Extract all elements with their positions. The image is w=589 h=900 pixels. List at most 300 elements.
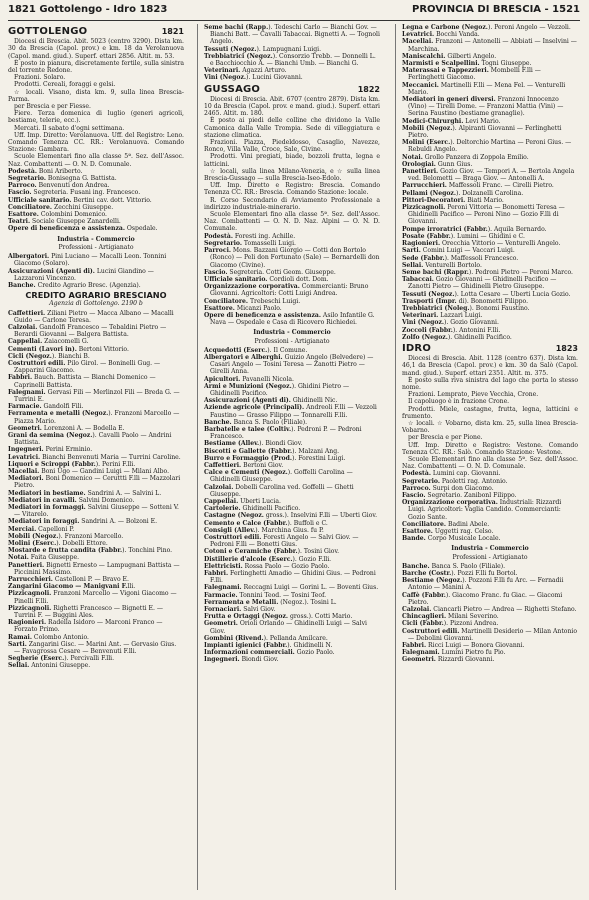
entry-label: Farmacie. xyxy=(204,591,238,599)
entry-label: Cicli (Negoz. xyxy=(8,352,52,360)
list-item: Chincaglieri. Milani Severino. xyxy=(402,613,499,621)
entry-label: Orologiai. xyxy=(402,160,436,168)
list-item: Notai. Faita Giuseppe. xyxy=(8,554,80,562)
entry-label: Pizzicagnoli. xyxy=(8,604,52,612)
officials-list xyxy=(8,168,184,233)
entry-label: Impianti igienici (Fabbr. xyxy=(204,642,288,650)
entry-label: Caffè (Fabbr. xyxy=(402,591,446,599)
list-item: Mediatori in bestiame. Sandrini A. — Salvini L. xyxy=(8,489,162,497)
entry-label: Marmisti e Scalpellini. xyxy=(402,60,480,68)
entry-label: Seme bachi (Rappr. xyxy=(402,268,469,276)
intro-paragraph: Diocesi di Brescia. Abit. 1128 (centro 637). Dista km. 46,1 da Brescia (Capol. prov.) e km. 30 da Salò (Capol. mand. giud.). Superf. ettari 2351. Altit. m. 375. xyxy=(402,355,578,377)
entry-label: Falegnami. xyxy=(402,649,440,657)
list-item: Banche. Credito Agrario Bresc. (Agenzia). xyxy=(8,281,141,289)
section-title: Industria - Commercio xyxy=(57,235,135,243)
list-item: Mediatori. Boni Domenico — Ceruttti F.lli — Mazzolari Pietro. xyxy=(8,475,181,490)
business-list xyxy=(8,253,184,289)
list-item: Cappellai. Uberti Lucia. xyxy=(204,498,281,505)
list-item: Esattore. Colombini Domenico. xyxy=(8,211,107,219)
entry-label: Notai. xyxy=(402,153,423,161)
entry-label: Levatrici. xyxy=(8,453,41,461)
entry-label: Materassai e Tappezzieri. xyxy=(402,67,489,75)
list-item: Opere di beneficenza e assistenza. Ospedale. xyxy=(8,225,158,233)
entry-label: Falegnami. xyxy=(8,388,46,396)
entry-label: Parroco. xyxy=(402,484,431,492)
intro-paragraph: Fiere. Terza domenica di luglio (generi agricoli, bestiame, telerie, ecc.). xyxy=(8,110,184,125)
entry-label: Pittori-Decoratori. xyxy=(402,196,466,204)
list-item: Farmacie. Gandolfi Fili. xyxy=(8,403,84,411)
list-item: Materassai e Tappezzieri. Mombelli F.lli — Ferlinghetti Giacomo. xyxy=(402,67,541,82)
list-item: Posate (Fabbr.). Lumini — Ghidini e C. xyxy=(402,232,525,240)
entry-label: Banche. xyxy=(402,562,430,570)
list-item: Farmacie. Tonnini Teod. — Tosini Teof. xyxy=(204,591,327,599)
list-item: Conciliatore. Trebeschi Luigi. xyxy=(204,297,301,305)
entry-label: Zolfo (Negoz. xyxy=(402,333,448,341)
entry-label: Tessuti (Negoz. xyxy=(402,290,455,298)
entry-label: Segherie (Eserc. xyxy=(8,655,65,663)
entry-label: Sellai. xyxy=(402,261,424,269)
entry-label: Parrucchieri. xyxy=(402,182,447,190)
entry-label: Ufficiale sanitario. xyxy=(8,196,72,204)
entry-label: Cicli (Fabbr. xyxy=(402,620,444,628)
list-item: Trasporti (Impr. di). Bonometti Filippo. xyxy=(402,297,529,305)
intro-paragraph: ☆ locali. Visano, dista km. 9, sulla linea Brescia-Parma. xyxy=(8,88,184,103)
list-item: Biscotti e Gallette (Fabbr.). Malzani Ang. xyxy=(204,447,340,455)
entry-label: Opere di beneficenza e assistenza. xyxy=(8,225,125,233)
list-item: Cicli (Fabbr.). Pizzoni Andrea. xyxy=(402,620,499,628)
list-item: Esattore. Uggetti rag. Celso. xyxy=(402,528,494,536)
list-item: Zoccoli (Fabbr.). Antonini F.lli. xyxy=(402,326,501,334)
list-item: Sellai. Antonini Giuseppe. xyxy=(8,662,91,670)
entry-label: Conciliatore. xyxy=(204,297,249,305)
intro-paragraph: È posto sulla riva sinistra del lago che porta lo stesso nome. xyxy=(402,376,578,391)
intro-paragraph: ☆ locali, sulla linea Milano-Venezia, e ☆ sulla linea Brescia-Gussago — sulla Brescia-Iseo-Edolo. xyxy=(204,167,380,183)
entry-label: Ingegneri. xyxy=(204,656,240,664)
entry-label: Legna e Carbone (Negoz. xyxy=(402,24,488,31)
entry-label: Albergatori e Alberghi. xyxy=(204,353,283,361)
list-item: Fabbri. Bauch. Battista — Bianchi Domenico — Caprinelli Battista. xyxy=(8,374,156,389)
header-rule xyxy=(8,20,580,21)
entry-label: Veterinari. xyxy=(402,312,439,320)
entry-label: Tabaccai. xyxy=(402,276,434,284)
entry-label: Medici-Chirurghi. xyxy=(402,117,464,125)
entry-label: Fabbri. xyxy=(402,642,427,650)
entry-label: Barbatelle e talee (Coltiv. xyxy=(204,425,292,433)
section-subtitle: Professioni - Artigianato xyxy=(58,243,134,251)
entry-label: Maniscalchi. xyxy=(402,52,446,60)
entry-label: Aziende agricole (Principali). xyxy=(204,404,305,412)
entry-label: Trebbiatrici (Negoz. xyxy=(204,52,273,60)
intro-paragraph: Scuole Elementari fino alla classe 5ª. Sez. dell'Assoc. Naz. Combattenti — O. N. D. Comunale. xyxy=(8,153,184,168)
list-item: Tessuti (Negoz.). Lampugnani Luigi. xyxy=(204,45,322,53)
entry-label: Opere di beneficenza e assistenza. xyxy=(204,311,321,319)
list-item: Segretario. Paoletti rag. Antonio. xyxy=(402,477,508,485)
list-item: Ingegneri. Biondi Giov. xyxy=(204,656,279,664)
list-item: Assicurazioni (Agenti di). Lucini Giandino — Lazzaroni Vincenzo. xyxy=(8,267,154,282)
entry-label: Levatrici. xyxy=(402,31,435,39)
list-item: Distillerie d'alcole (Eserc.). Gozio F.lli. xyxy=(204,555,332,563)
list-item: Organizzazione corporativa. Commercianti: Bruno Giovanni. Agricoltori: Cotti Luigi Andrea. xyxy=(204,283,369,298)
page-header xyxy=(8,4,580,18)
list-item: Mobili (Negoz.). Franzoni Marcello. xyxy=(8,532,124,540)
list-item: Legna e Carbone (Negoz.). Peroni Angelo — Vezzoli. xyxy=(402,24,571,31)
list-item: Ragionieri. Radella Isidoro — Marconi Franco — Forzato Primo. xyxy=(8,619,163,634)
entry-label: Ragionieri. xyxy=(402,240,441,248)
list-item: Ragionieri. Orecchia Vittorio — Venturelli Angelo. xyxy=(402,240,561,248)
header-right: PROVINCIA DI BRESCIA - 1521 xyxy=(412,4,580,15)
list-item: Sarti. Zangarini Gisc. — Marini Ant. — Gervasio Gius. — Favagrossa Cesare — Benvenuti F.lli. xyxy=(8,640,177,656)
entry-label: Ingegneri. xyxy=(8,446,44,454)
list-item: Segherie (Eserc.). Percivalli F.lli. xyxy=(8,655,115,663)
list-item: Fabbri. Ferlinghetti Amadio — Ghidini Gius. — Pedroni F.lli. xyxy=(204,570,376,585)
entry-label: Trasporti (Impr. xyxy=(402,297,457,305)
list-item: Assicurazioni (Agenti di). Ghidinelli Nic. xyxy=(204,397,338,405)
entry-label: Mobili (Negoz. xyxy=(8,532,59,540)
intro-paragraph: Uff. Imp. Diretto e Registro: Brescia. Comando Tenenza CC. RR.: Brescia. Comando Stazione: locale. xyxy=(204,182,380,197)
column-divider xyxy=(197,24,198,890)
entry-label: Vini (Negoz. xyxy=(204,74,247,82)
entry-label: Parroco. xyxy=(8,182,37,190)
list-item: Cartolerie. Ghidinelli Pacifico. xyxy=(204,505,301,513)
section-heading xyxy=(402,342,578,354)
list-item: Cemento e Calce (Fabbr.). Buffoli e C. xyxy=(204,519,328,527)
list-item: Costruttori edili. Martinelli Desiderio — Milan Antonio — Debolini Giovanni. xyxy=(402,627,577,642)
list-item: Falegnami. Lumini Pietro fu Pio. xyxy=(402,649,506,657)
entry-label: Calzolai. xyxy=(402,606,432,614)
list-item: Calzolai. Ciancarli Pietro — Andrea — Righetti Stefano. xyxy=(402,606,577,614)
entry-label: Costruttori edili. xyxy=(204,534,262,542)
list-item: Geometri. Lorenzoni A. — Bodella E. xyxy=(8,424,125,432)
entry-label: Organizzazione corporativa. xyxy=(402,499,498,507)
list-item: Seme bachi (Rapp.). Tedeschi Carlo — Bianchi Gov. — Bianchi Batt. — Cavalli Tabaccai. Bignetti A. — Tognoli Angelo. xyxy=(204,24,380,46)
entry-label: Veterinari. xyxy=(204,67,241,75)
town-title: GUSSAGO xyxy=(204,83,261,95)
entry-label: Fascio. xyxy=(8,189,32,197)
entry-label: Notai. xyxy=(8,554,29,562)
entry-label: Vini (Negoz. xyxy=(402,319,445,327)
entry-label: Esattore. xyxy=(204,304,235,312)
list-item: Aziende agricole (Principali). Andreoli F.lli — Vezzoli Faustino — Grasso Filippo — Tonnarelli F.lli. xyxy=(204,404,377,419)
entry-label: Caffettieri. xyxy=(8,309,46,317)
list-item: Calzolai. Gandolfi Francesco — Tebaldini Pietro — Berardi Giovanni — Balgera Battista. xyxy=(8,323,167,339)
town-intro xyxy=(8,38,184,168)
entry-label: Costruttori edili. xyxy=(402,627,460,635)
entry-label: Biscotti e Gallette (Fabbr. xyxy=(204,447,293,455)
entry-label: Falegnami. xyxy=(204,584,242,592)
list-item: Elettricisti. Rossa Paolo — Gozio Paolo. xyxy=(204,562,330,570)
entry-label: Fascio. xyxy=(402,492,426,499)
entry-label: Assicurazioni (Agenti di). xyxy=(8,267,95,275)
entry-label: Bestiame (Allev. xyxy=(204,440,260,448)
list-item: Frutta e Ortaggi (Negoz. gross.). Cotti Mario. xyxy=(204,613,353,621)
entry-label: Geometri. xyxy=(204,620,238,628)
entry-label: Geometri. xyxy=(8,424,42,432)
entry-label: Esattore. xyxy=(8,211,39,219)
officials-list xyxy=(204,233,380,327)
entry-label: Banche. xyxy=(8,281,36,289)
list-item: Macellai. Boni Ugo — Gandini Luigi — Milani Albo. xyxy=(8,467,170,475)
intro-paragraph: per Brescia e per Fiesse. xyxy=(14,103,91,111)
entry-label: Mediatori in bestiame. xyxy=(8,489,86,497)
list-item: Ferramenta e Metalli. (Negoz.). Tosini L. xyxy=(204,598,337,606)
entry-label: Seme bachi (Rapp. xyxy=(204,24,269,31)
list-item: Falegnami. Reccagni Luigi — Gorini L. — Boventi Gius. xyxy=(204,584,379,592)
list-item: Podestà. Lumini cap. Giovanni. xyxy=(402,470,501,478)
business-list xyxy=(402,24,578,341)
entry-label: Liquori e Sciroppi (Fabbr. xyxy=(8,460,96,468)
list-item: Mediatori in formaggi. Salvini Giuseppe — Sotteni V. — Vitarelo. xyxy=(8,504,179,519)
list-item: Segretario. Tomasselli Luigi. xyxy=(204,239,296,247)
entry-label: Geometri. xyxy=(402,656,436,664)
entry-label: Meccanici. xyxy=(402,81,439,89)
list-item: Calzolai. Dobelli Carolina ved. Goffelli — Ghetti Giuseppe. xyxy=(204,483,354,498)
list-item: Trebbiatrici (Negoz.). Consorzio Trebb. — Donnelli L. e Bacchiocchio A. — Bianchi Umb. — Bianchi G. xyxy=(204,52,376,68)
entry-label: Bestiame (Negoz. xyxy=(402,577,463,585)
list-item: Veterinari. Agazzi Arturo. xyxy=(204,67,287,75)
list-item: Merciai. Capelloni P. xyxy=(8,525,75,533)
list-item: Opere di beneficenza e assistenza. Asilo Infantile G. Nava — Ospedale e Casa di Ricovero Richiedei. xyxy=(204,311,375,327)
section-title: Industria - Commercio xyxy=(253,329,331,337)
entry-label: Fabbri. xyxy=(204,570,229,578)
list-item: Caffè (Fabbr.). Giacomo Franc. fu Giac. — Giacomi Pietro. xyxy=(402,591,563,606)
section-subtitle: Professioni - Artigianato xyxy=(452,553,528,561)
intro-paragraph: Prodotti. Miele, castagne, frutta, legna, latticini e frumento. xyxy=(402,405,578,420)
list-item: Geometri. Rizzardi Giovanni. xyxy=(402,656,495,664)
entry-label: Posate (Fabbr. xyxy=(402,232,451,240)
list-item: Costruttori edili. Foresti Angelo — Salvi Giov. — Pedroni F.lli — Bonetti Gius. xyxy=(204,534,359,549)
intro-paragraph: per Brescia e per Pione. xyxy=(408,434,483,442)
entry-label: Caffettieri. xyxy=(204,461,242,469)
list-item: Castagne (Negoz. gross.). Inselvini F.lli — Uberti Giov. xyxy=(204,512,378,520)
list-item: Parrucchieri. Castelloni P. — Bravo E. xyxy=(8,576,129,584)
entry-label: Pompe irroratrici (Fabbr. xyxy=(402,225,488,233)
entry-label: Albergatori. xyxy=(8,253,50,261)
list-item: Mediatori in foraggi. Sandrini A. — Bolzoni E. xyxy=(8,518,158,526)
entry-label: Gombini (Rivend. xyxy=(204,634,264,642)
list-item: Geometri. Orioli Orlando — Ghidinelli Luigi — Salvi Giov. xyxy=(204,620,367,635)
entry-label: Mediatori. xyxy=(8,475,44,483)
list-item: Fascio. Segretario. Zanibonl Filippo. xyxy=(402,492,517,499)
list-item: Maniscalchi. Gilberti Angelo. xyxy=(402,52,497,60)
list-item: Grani da semina (Negoz.). Cavalli Paolo — Andrini Battista. xyxy=(8,431,172,447)
entry-label: Parrucchieri. xyxy=(8,576,53,584)
list-item: Consigli (Allev.). Marchina Gius. fu P. xyxy=(204,526,324,534)
entry-label: Trebbiatrici (Noleg. xyxy=(402,304,470,312)
list-item: Caffettieri. Bertoni Giov. xyxy=(204,461,284,469)
list-item: Liquori e Sciroppi (Fabbr.). Perini F.lli. xyxy=(8,460,136,468)
column-idro xyxy=(402,24,578,890)
list-item: Sede (Fabbr.). Maffessoli Francesco. xyxy=(402,254,519,262)
entry-number: 1823 xyxy=(555,343,578,353)
list-item: Parroci. Mons. Bazzani Giorgio — Cotti don Bortolo (Ronco) — Peli don Fortunato (Sale) — Bernardelli don Giacomo (Civine). xyxy=(204,247,380,269)
list-item: Levatrici. Bianchi Benvenuti Maria — Turrini Caroline. xyxy=(8,453,181,461)
list-item: Impianti igienici (Fabbr.). Ghidinelli N. xyxy=(204,642,333,650)
town-title: GOTTOLENGO xyxy=(8,26,88,37)
business-list xyxy=(8,310,184,670)
list-item: Mediatori in generi diversi. Franzoni Innocenzo (Vino) — Tirelli Dome. — Franzoni Mattia (Vini) — Serina Faustino (bestiame granaglie). xyxy=(402,96,564,118)
entry-label: Castagne (Negoz. xyxy=(204,512,264,520)
list-item: Conciliatore. Zecchini Giuseppe. xyxy=(8,203,114,211)
entry-label: Podestà. xyxy=(8,167,37,175)
entry-label: Segretario. xyxy=(402,477,440,485)
list-item: Cotoni e Ceramiche (Fabbr.). Tosini Giov. xyxy=(204,548,340,556)
intro-paragraph: Frazioni. Piazza, Piedeldosso, Casaglio, Navezze, Ronco, Villa Valle, Croce, Sale, Civine. xyxy=(204,139,380,154)
entry-label: Esattore. xyxy=(402,528,433,536)
entry-label: Organizzazione corporativa. xyxy=(204,283,300,291)
list-item: Bestiame (Allev.). Biondi Giov. xyxy=(204,440,303,448)
list-item: Podestà. Foresti ing. Achille. xyxy=(204,232,296,240)
list-item: Teatri. Sociale Giuseppe Zanardelli. xyxy=(8,218,121,226)
entry-label: Pizzicagnoli. xyxy=(402,204,446,212)
list-item: Pizzicagnoli. Franzoni Marcello — Vigoni Giacomo — Pinelli F.lli. xyxy=(8,590,177,605)
intro-paragraph: Scuole Elementari fino alla classe 5ª. Sez. dell'Assoc. Naz. Combattenti — O. N. D. Naz. Alpini — O. N. D. Comunale. xyxy=(204,211,380,233)
entry-label: Frutta e Ortaggi (Negoz. xyxy=(204,613,289,621)
list-item: Molini (Eserc.). Deltorchio Martina — Peroni Gius. — Rebuldi Angelo. xyxy=(402,139,572,154)
entry-label: Segretario. xyxy=(204,239,242,247)
intro-paragraph: È posto in pianura, discretamente fertile, sulla sinistra del torrente Redone. xyxy=(8,59,184,75)
officials-list xyxy=(402,470,578,542)
list-item: Informazioni commerciali. Gozio Paolo. xyxy=(204,649,335,657)
list-item: Trebbiatrici (Noleg.). Bonomi Faustino. xyxy=(402,304,530,312)
entry-label: Cartolerie. xyxy=(204,505,241,513)
list-item: Zolfo (Negoz.). Ghidinelli Pacifico. xyxy=(402,333,512,341)
entry-label: Segretario. xyxy=(8,175,46,183)
list-item: Pellami (Negoz.). Dolzanelli Carolina. xyxy=(402,189,524,197)
intro-paragraph: Prodotti. Vini pregiati, biade, bozzoli frutta, legna e latticini. xyxy=(204,153,380,168)
list-item: Zangarini Giacomo — Manigvani F.lli. xyxy=(8,583,136,591)
entry-label: Cemento e Calce (Fabbr. xyxy=(204,519,288,527)
entry-label: Bande. xyxy=(402,535,426,543)
town-intro xyxy=(402,355,578,470)
intro-paragraph: Il capoluogo è in frazione Crone. xyxy=(408,398,510,406)
entry-label: Mediatori in generi diversi. xyxy=(402,96,496,104)
entry-label: Zoccoli (Fabbr. xyxy=(402,326,453,334)
entry-label: Teatri. xyxy=(8,218,31,226)
section-heading xyxy=(204,83,380,95)
entry-label: Calzolai. xyxy=(8,323,38,331)
entry-label: Cappellai. xyxy=(204,498,239,505)
entry-label: Sarti. xyxy=(402,247,421,255)
entry-label: Pizzicagnoli. xyxy=(8,590,52,598)
list-item: Ufficiale sanitario. Bertini cav. dott. Vittorio. xyxy=(8,196,152,204)
intro-paragraph: R. Corso Secondario di Avviamento Professionale a indirizzo industriale-minerario. xyxy=(204,196,380,211)
entry-label: Mostarde e frutta candita (Fabbr. xyxy=(8,547,123,555)
entry-number: 1822 xyxy=(357,84,380,94)
list-item: Parrucchieri. Maffessoli Franc. — Cirelli Pietro. xyxy=(402,182,554,190)
entry-label: Merciai. xyxy=(8,525,37,533)
list-item: Bestiame (Negoz.). Pozzoni F.lli fu Arc. — Fernadii Antonio — Manini A. xyxy=(402,577,564,592)
business-list xyxy=(204,24,380,82)
intro-paragraph: Scuole Elementari fino alla classe 5ª. Sez. dell'Assoc. Naz. Combattenti — O. N. D. Comunale. xyxy=(402,455,578,471)
business-list xyxy=(402,563,578,664)
list-item: Panettieri. Bignetti Ernesto — Lampugnani Battista — Piccinini Massimo. xyxy=(8,561,180,576)
list-item: Esattore. Micanzi Paolo. xyxy=(204,304,282,312)
entry-label: Ufficiale sanitario. xyxy=(204,275,268,283)
list-item: Molini (Eserc.). Dobelli Ettore. xyxy=(8,540,108,548)
list-item: Sarti. Comini Luigi — Vaccari Luigi. xyxy=(402,247,515,255)
list-item: Cappellai. Zaiacomelli G. xyxy=(8,338,89,346)
list-item: Pizzicagnoli. Righetti Francesco — Bignetti E. — Turrini F. — Buggini Ales. xyxy=(8,604,163,620)
entry-label: Calce e Cementi (Negoz. xyxy=(204,469,288,477)
list-item: Parroco. Benvenuti don Andrea. xyxy=(8,182,110,190)
list-item: Ufficiale sanitario. Cordioli dott. Dom. xyxy=(204,275,329,283)
list-item: Ferramenta e metalli (Negoz.). Franzoni Marcello — Piazza Mario. xyxy=(8,410,180,425)
entry-label: Elettricisti. xyxy=(204,562,243,570)
column-gussago xyxy=(204,24,380,890)
list-item: Apicultori. Pavanelli Nicola. xyxy=(204,375,294,383)
advert-bank: CREDITO AGRARIO BRESCIANO xyxy=(25,290,167,301)
list-item: Albergatori. Pini Luciano — Macalli Leon. Tonnini Giacomo (Solaro). xyxy=(8,253,167,268)
town-title: IDRO xyxy=(402,342,432,354)
entry-label: Mediatori in foraggi. xyxy=(8,518,80,526)
list-item: Fornaciari. Salvi Giov. xyxy=(204,606,276,614)
entry-label: Informazioni commerciali. xyxy=(204,649,295,657)
intro-paragraph: ☆ locali. ☆ Vobarno, dista km. 25, sulla linea Brescia-Vobarno. xyxy=(402,419,578,435)
list-item: Calce e Cementi (Negoz.). Goffelli Carolina — Ghidinelli Giuseppe. xyxy=(204,469,353,484)
list-item: Meccanici. Martinelli F.lli — Mena Fel. — Venturelli Mario. xyxy=(402,81,566,96)
entry-label: Macellai. xyxy=(402,38,434,46)
entry-label: Acquedotti (Eserc. xyxy=(204,346,268,354)
entry-label: Ferramenta e Metalli. xyxy=(204,598,279,606)
entry-label: Mediatori in formaggi. xyxy=(8,504,86,511)
entry-label: Sellai. xyxy=(8,662,30,670)
intro-paragraph: Diocesi di Brescia. Abit. 6707 (centro 2879). Dista km. 10 da Brescia (Capol. prov. e mand. giud.). Superf. ettari 2465. Altit. m. 180. xyxy=(204,95,380,118)
list-item: Macellai. Franzoni — Antonelli — Abbiati — Inselvini — Marchina. xyxy=(402,38,577,53)
entry-label: Cementi (Lavori in). xyxy=(8,345,77,353)
list-item: Burro e Formaggio (Prod.). Forestini Luigi. xyxy=(204,454,346,462)
entry-label: Conciliatore. xyxy=(402,520,447,528)
list-item: Mobili (Negoz.). Alpiranti Giovanni — Ferlinghetti Pietro. xyxy=(402,124,562,140)
list-item: Ingegneri. Perini Erminio. xyxy=(8,446,93,454)
section-subtitle: Professioni - Artigianato xyxy=(254,337,330,345)
list-item: Organizzazione corporativa. Industriali: Rizzardi Luigi. Agricoltori: Vaglia Candido. Commercianti: Gozio Sante. xyxy=(402,499,562,521)
entry-label: Fascio. xyxy=(204,268,228,276)
header-left: 1821 Gottolengo - Idro 1823 xyxy=(8,4,168,15)
entry-label: Sede (Fabbr. xyxy=(402,254,445,262)
entry-label: Podestà. xyxy=(204,232,233,240)
entry-label: Tessuti (Negoz. xyxy=(204,45,257,53)
list-item: Tabaccai. Gozio Giovanni — Ghidinelli Pacifico — Zanotti Pietro — Ghidinelli Pietro Giuseppe. xyxy=(402,276,557,291)
list-item: Veterinari. Lazzari Luigi. xyxy=(402,312,483,320)
advert-note: Agenzia di Gottolengo. 2190 b xyxy=(49,300,143,308)
list-item: Vini (Negoz.). Gozio Giovanni. xyxy=(402,319,499,327)
entry-label: Sarti. xyxy=(8,640,27,648)
list-item: Segretario. Bonisegna G. Battista. xyxy=(8,175,117,183)
list-item: Cicli (Negoz.). Bianchi B. xyxy=(8,352,90,360)
list-item: Caffettieri. Ziliani Pietro — Macca Albano — Macalli Guido — Carlone Teresa. xyxy=(8,309,174,324)
column-gottolengo xyxy=(8,24,184,890)
list-item: Banche. Banca S. Paolo (Filiale). xyxy=(204,418,308,426)
list-item: Falegnami. Gervasi Fili — Merlinzol Fili — Breda G. — Turrini E. xyxy=(8,388,180,403)
entry-number: 1821 xyxy=(161,27,184,36)
entry-label: Mediatori in cavalli. xyxy=(8,496,77,504)
entry-label: Barche (Costr. xyxy=(402,570,452,578)
list-item: Parroco. Surpi don Giacomo. xyxy=(402,484,494,492)
entry-label: Grani da semina (Negoz. xyxy=(8,431,93,439)
entry-label: Parroci. xyxy=(204,247,231,255)
entry-label: Assicurazioni (Agenti di). xyxy=(204,397,291,405)
entry-label: Farmacie. xyxy=(8,403,42,411)
entry-label: Podestà. xyxy=(402,470,431,478)
list-item: Armi e Munizioni (Negoz.). Ghidini Pietro — Ghidinelli Pacifico. xyxy=(204,382,350,397)
list-item: Conciliatore. Badini Abele. xyxy=(402,520,490,528)
entry-label: Chincaglieri. xyxy=(402,613,447,621)
section-heading xyxy=(8,28,184,35)
entry-label: Cappellai. xyxy=(8,338,43,346)
business-list xyxy=(204,347,380,664)
list-item: Vini (Negoz.). Lucini Giovanni. xyxy=(204,74,303,82)
list-item: Pizzicagnoli. Peroni Vittoria — Bonometti Teresa — Ghidinelli Pacifico — Peroni Nino — Gozio F.lli di Giovanni. xyxy=(402,204,565,226)
